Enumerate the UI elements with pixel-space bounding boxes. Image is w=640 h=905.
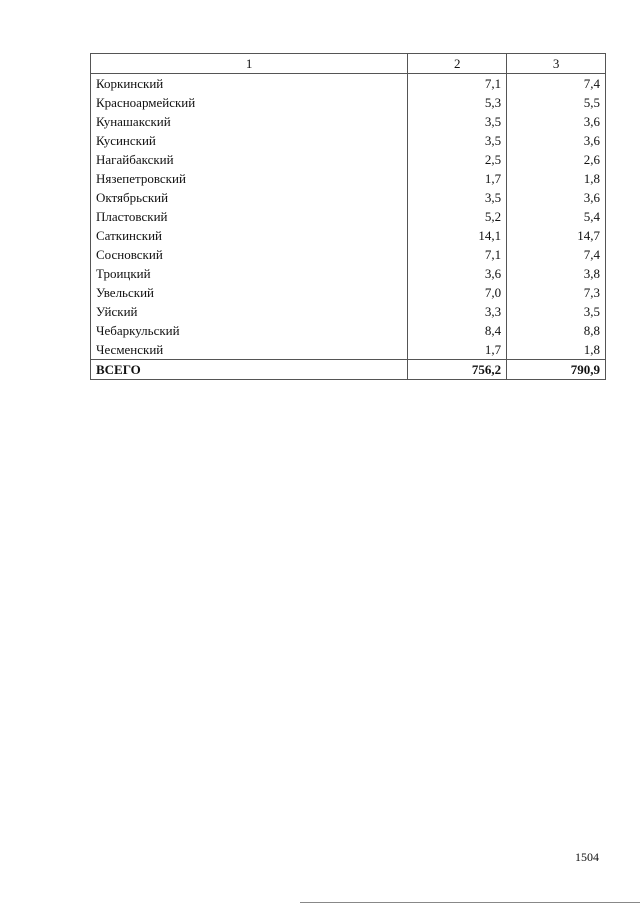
table-row <box>91 245 606 264</box>
district-name-cell: Кусинский <box>96 133 156 148</box>
table-row <box>91 226 606 245</box>
district-name-cell: Троицкий <box>96 266 151 281</box>
value-cell-col3: 14,7 <box>507 226 606 245</box>
value-cell-col3: 7,4 <box>507 74 606 94</box>
value-cell-col2: 3,3 <box>408 302 507 321</box>
column-header-1: 1 <box>91 54 408 74</box>
value-cell-col2: 8,4 <box>408 321 507 340</box>
district-name-cell: Нагайбакский <box>96 152 174 167</box>
district-name-cell: Кунашакский <box>96 114 171 129</box>
table-row <box>91 74 606 94</box>
value-cell-col2: 3,5 <box>408 131 507 150</box>
value-cell-col3: 3,6 <box>507 131 606 150</box>
column-header-3: 3 <box>507 54 606 74</box>
table-row <box>91 340 606 360</box>
total-row <box>91 360 606 380</box>
total-value-col2: 756,2 <box>408 360 507 380</box>
value-cell-col2: 5,3 <box>408 93 507 112</box>
value-cell-col3: 2,6 <box>507 150 606 169</box>
table-row <box>91 112 606 131</box>
value-cell-col2: 7,1 <box>408 245 507 264</box>
value-cell-col2: 5,2 <box>408 207 507 226</box>
table-row <box>91 264 606 283</box>
district-name-cell: Саткинский <box>96 228 163 243</box>
value-cell-col3: 1,8 <box>507 340 606 360</box>
district-name-cell: Нязепетровский <box>96 171 186 186</box>
value-cell-col3: 5,5 <box>507 93 606 112</box>
value-cell-col2: 3,6 <box>408 264 507 283</box>
value-cell-col2: 7,1 <box>408 74 507 94</box>
value-cell-col3: 1,8 <box>507 169 606 188</box>
district-name-cell: Чебаркульский <box>96 323 180 338</box>
district-name-cell: Коркинский <box>96 76 164 91</box>
district-name-cell: Уйский <box>96 304 138 319</box>
table-row <box>91 283 606 302</box>
value-cell-col2: 14,1 <box>408 226 507 245</box>
district-name-cell: Пластовский <box>96 209 168 224</box>
value-cell-col3: 3,8 <box>507 264 606 283</box>
value-cell-col2: 3,5 <box>408 188 507 207</box>
value-cell-col3: 3,6 <box>507 112 606 131</box>
value-cell-col2: 2,5 <box>408 150 507 169</box>
table-row <box>91 302 606 321</box>
table-body <box>91 54 606 380</box>
district-name-cell: Сосновский <box>96 247 163 262</box>
value-cell-col3: 7,3 <box>507 283 606 302</box>
value-cell-col3: 5,4 <box>507 207 606 226</box>
value-cell-col3: 3,5 <box>507 302 606 321</box>
table-row <box>91 150 606 169</box>
table-row <box>91 188 606 207</box>
value-cell-col3: 8,8 <box>507 321 606 340</box>
table-row <box>91 93 606 112</box>
table-row <box>91 131 606 150</box>
value-cell-col2: 1,7 <box>408 340 507 360</box>
table-row <box>91 321 606 340</box>
data-table <box>90 53 606 380</box>
footer-rule <box>300 902 640 903</box>
total-label-cell: ВСЕГО <box>91 360 408 380</box>
district-name-cell: Увельский <box>96 285 154 300</box>
district-name-cell: Чесменский <box>96 342 164 357</box>
total-value-col3: 790,9 <box>507 360 606 380</box>
value-cell-col2: 3,5 <box>408 112 507 131</box>
column-header-2: 2 <box>408 54 507 74</box>
value-cell-col2: 1,7 <box>408 169 507 188</box>
value-cell-col2: 7,0 <box>408 283 507 302</box>
table-row <box>91 169 606 188</box>
district-name-cell: Красноармейский <box>96 95 196 110</box>
district-name-cell: Октябрьский <box>96 190 169 205</box>
value-cell-col3: 7,4 <box>507 245 606 264</box>
page-number: 1504 <box>575 850 599 864</box>
value-cell-col3: 3,6 <box>507 188 606 207</box>
table-header-row <box>91 54 606 74</box>
table-row <box>91 207 606 226</box>
